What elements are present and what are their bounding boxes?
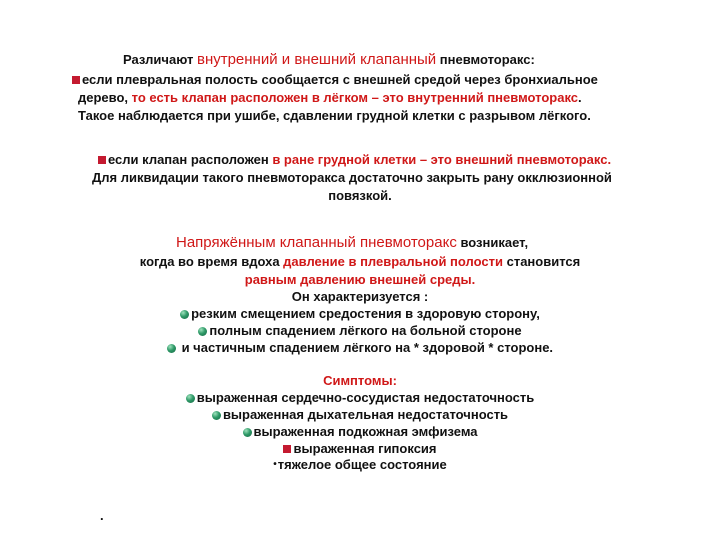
tension-highlight-1: давление в плевральной полости [283, 254, 503, 269]
square-bullet-icon [72, 76, 80, 84]
intro-text-end: пневмоторакс: [436, 52, 535, 67]
symptom-item-1 [0, 390, 720, 406]
external-text-3: повязкой. [328, 188, 392, 203]
trailing-dot [100, 508, 104, 524]
internal-line-2 [78, 90, 582, 106]
symptom-text: тяжелое общее состояние [277, 457, 447, 472]
symptom-text: выраженная подкожная эмфизема [253, 424, 478, 439]
external-line-3 [0, 188, 720, 204]
tension-item-2 [0, 323, 720, 339]
intro-line [123, 52, 535, 68]
green-ball-bullet-icon [167, 344, 176, 353]
trailing-dot-text: . [100, 508, 104, 523]
symptom-item-2 [0, 407, 720, 423]
tension-line-4 [0, 289, 720, 305]
green-ball-bullet-icon [186, 394, 195, 403]
symptom-item-4 [0, 441, 720, 457]
square-bullet-icon [283, 445, 291, 453]
tension-item-3 [0, 340, 720, 356]
tension-text-2: когда во время вдоха [139, 254, 284, 269]
external-text-1: если клапан расположен [108, 152, 273, 167]
external-line-2 [92, 170, 612, 186]
tension-text-1: возникает, [456, 235, 529, 250]
tension-text-4: Он характеризуется : [291, 289, 429, 304]
internal-line-1 [72, 72, 598, 88]
small-dot-bullet-icon: • [273, 459, 277, 470]
symptoms-title-text: Симптомы: [323, 373, 397, 388]
symptoms-title [0, 373, 720, 389]
tension-highlight-2: равным давлению внешней среды. [244, 272, 476, 287]
internal-text-2: дерево, [78, 90, 132, 105]
internal-text-2-end: . [578, 90, 582, 105]
green-ball-bullet-icon [198, 327, 207, 336]
square-bullet-icon [98, 156, 106, 164]
internal-line-3 [78, 108, 591, 124]
external-text-2: Для ликвидации такого пневмоторакса достаточно закрыть рану окклюзионной [92, 170, 612, 185]
internal-text-1: если плевральная полость сообщается с внешней средой через бронхиальное [82, 72, 598, 87]
symptom-text: выраженная сердечно-сосудистая недостаточность [196, 390, 535, 405]
tension-item-text: резким смещением средостения в здоровую сторону, [191, 306, 540, 321]
tension-line-3 [0, 272, 720, 288]
symptom-text: выраженная дыхательная недостаточность [222, 407, 509, 422]
external-highlight: в ране грудной клетки – это внешний пневмоторакс. [272, 152, 612, 167]
tension-line-2 [0, 254, 720, 270]
symptom-item-3 [0, 424, 720, 440]
symptom-text: выраженная гипоксия [293, 441, 437, 456]
green-ball-bullet-icon [180, 310, 189, 319]
tension-item-1 [0, 306, 720, 322]
green-ball-bullet-icon [212, 411, 221, 420]
tension-heading: Напряжённым клапанный пневмоторакс [176, 234, 457, 251]
green-ball-bullet-icon [243, 428, 252, 437]
tension-item-text: и частичным спадением лёгкого на * здоровой * стороне. [177, 340, 554, 355]
tension-item-text: полным спадением лёгкого на больной стороне [209, 323, 522, 338]
external-line-1 [98, 152, 611, 168]
symptom-item-5 [0, 457, 720, 473]
tension-line-1 [176, 235, 528, 251]
internal-text-3: Такое наблюдается при ушибе, сдавлении грудной клетки с разрывом лёгкого. [78, 108, 591, 123]
intro-highlight: внутренний и внешний клапанный [196, 51, 437, 68]
tension-text-2-end: становится [502, 254, 581, 269]
internal-highlight: то есть клапан расположен в лёгком – это внутренний пневмоторакс [131, 90, 579, 105]
intro-text: Различают [123, 52, 197, 67]
